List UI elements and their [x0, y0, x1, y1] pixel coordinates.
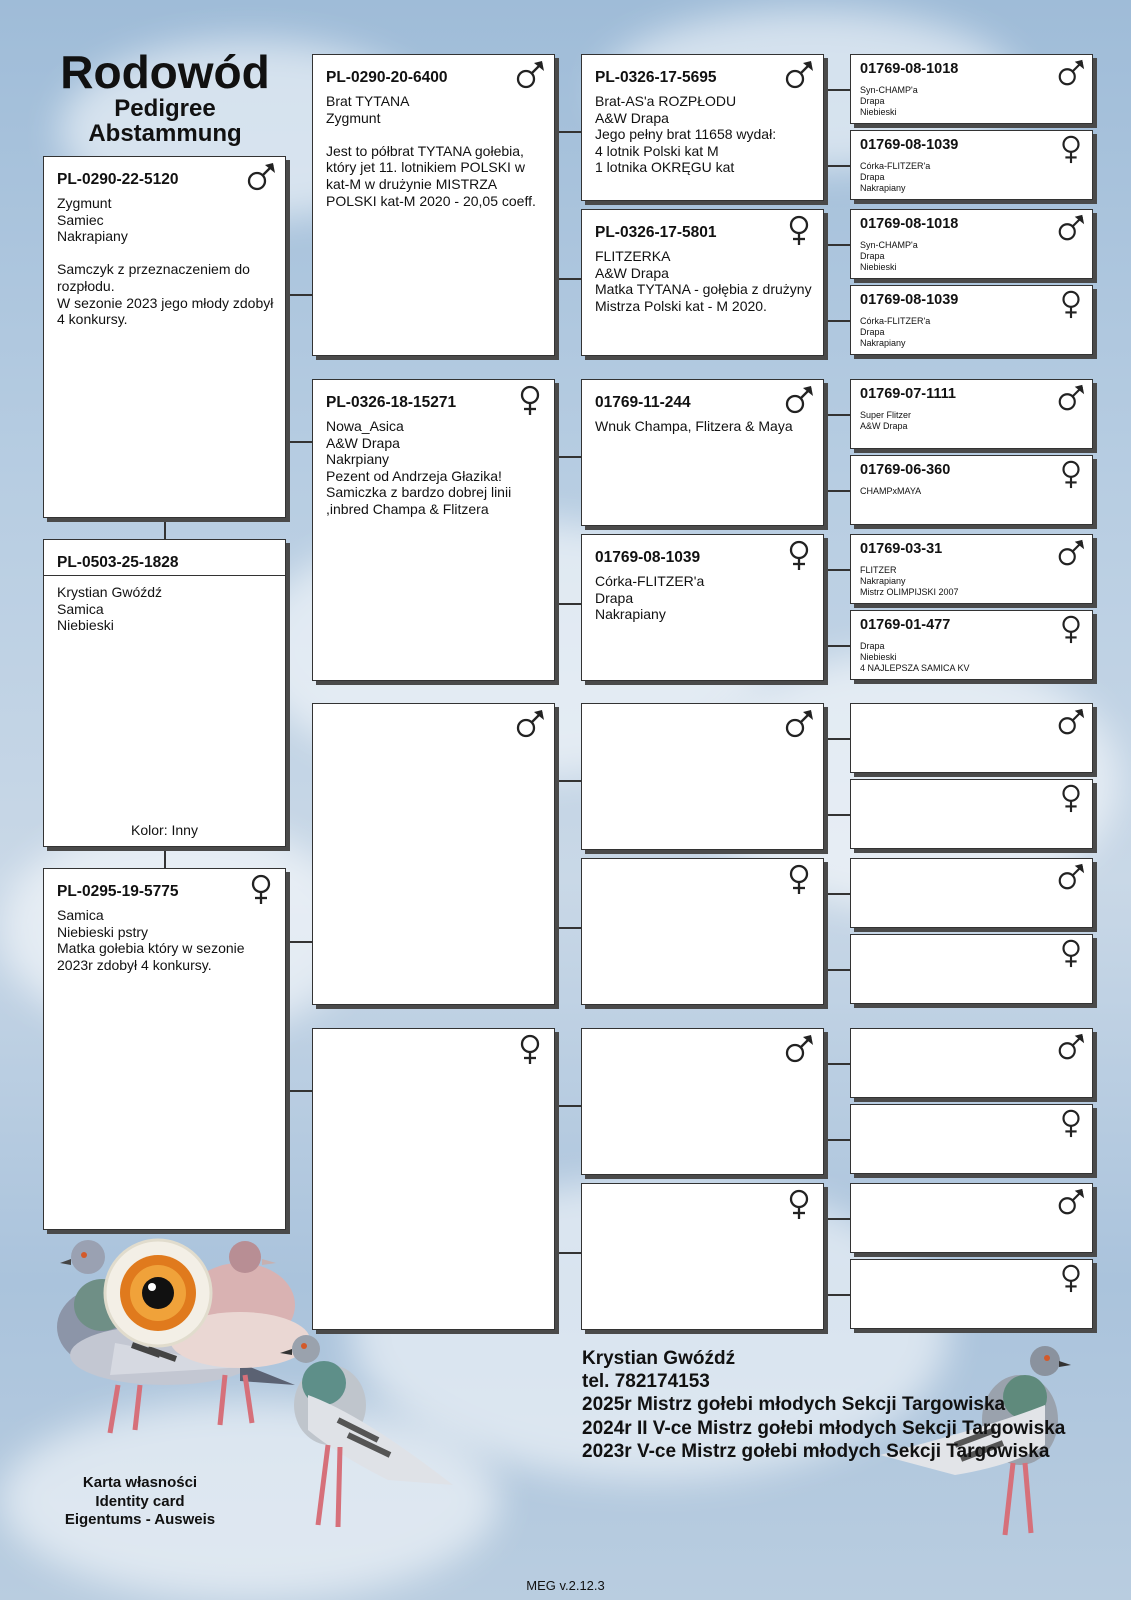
- grandparent-ring-number: PL-0326-17-5695: [595, 69, 717, 86]
- great-grandparent-card[interactable]: [850, 130, 1093, 200]
- connector-line: [824, 893, 850, 895]
- great-grandparent-description: FLITZER Nakrapiany Mistrz OLIMPIJSKI 2007: [860, 565, 959, 597]
- standing-pigeon-illustration: [268, 1335, 468, 1545]
- great-grandparent-description: Syn-CHAMP'a Drapa Niebieski: [860, 85, 918, 117]
- female-symbol-icon: [783, 214, 815, 246]
- male-symbol-icon: [783, 384, 815, 416]
- dam-ring-number: PL-0326-18-15271: [326, 394, 457, 411]
- female-symbol-icon: [1056, 783, 1086, 813]
- grandparent-ring-number: 01769-08-1039: [595, 549, 701, 566]
- female-symbol-icon: [1056, 289, 1086, 319]
- great-grandparent-ring-number: 01769-08-1039: [860, 137, 959, 153]
- granddam-card[interactable]: [581, 1183, 824, 1330]
- connector-line: [824, 1063, 850, 1065]
- connector-line: [824, 89, 850, 91]
- female-symbol-icon: [1056, 1108, 1086, 1138]
- owner-description: Krystian Gwóźdź Samica Niebieski: [57, 584, 163, 634]
- great-grandparent-ring-number: 01769-03-31: [860, 541, 943, 557]
- great-grandparent-ring-number: 01769-06-360: [860, 462, 951, 478]
- connector-line: [555, 1252, 581, 1254]
- grandsire-card[interactable]: [581, 703, 824, 850]
- connector-line: [286, 294, 312, 296]
- owner-ring-number: PL-0503-25-1828: [57, 554, 179, 571]
- connector-line: [555, 456, 581, 458]
- sire-card[interactable]: [312, 54, 555, 356]
- female-symbol-icon: [1056, 134, 1086, 164]
- grandparent-description: Brat-AS'a ROZPŁODU A&W Drapa Jego pełny brat 11658 wydał: 4 lotnik Polski kat M 1 lotnika OKRĘGU kat: [595, 93, 777, 176]
- female-symbol-icon: [1056, 1263, 1086, 1293]
- pedigree-subtitle-de: Abstammung: [88, 120, 242, 147]
- identity-card-de: Eigentums - Ausweis: [64, 1511, 216, 1528]
- connector-line: [824, 414, 850, 416]
- great-grandparent-card[interactable]: [850, 1183, 1093, 1253]
- connector-line: [824, 1218, 850, 1220]
- connector-line: [555, 603, 581, 605]
- dam-card[interactable]: [312, 379, 555, 681]
- female-symbol-icon: [783, 539, 815, 571]
- great-grandparent-description: Córka-FLITZER'a Drapa Nakrapiany: [860, 161, 931, 193]
- great-grandparent-card[interactable]: [850, 1259, 1093, 1329]
- male-symbol-icon: [1056, 58, 1086, 88]
- connector-line: [824, 969, 850, 971]
- male-symbol-icon: [514, 59, 546, 91]
- great-grandparent-card[interactable]: [850, 703, 1093, 773]
- owner-card-divider: [44, 575, 285, 576]
- great-grandparent-ring-number: 01769-01-477: [860, 617, 951, 633]
- identity-card-en: Identity card: [95, 1492, 185, 1510]
- female-symbol-icon: [514, 384, 546, 416]
- connector-line: [286, 1090, 312, 1092]
- great-grandparent-ring-number: 01769-08-1018: [860, 216, 959, 232]
- subject-ring-number: PL-0290-22-5120: [57, 171, 179, 188]
- great-grandparent-card[interactable]: [850, 285, 1093, 355]
- male-symbol-icon: [1056, 862, 1086, 892]
- female-symbol-icon: [1056, 614, 1086, 644]
- connector-line: [824, 1294, 850, 1296]
- male-symbol-icon: [1056, 1187, 1086, 1217]
- mate-dam-card[interactable]: [312, 1028, 555, 1330]
- sire-description: Brat TYTANA Zygmunt Jest to półbrat TYTANA gołebia, który jet 11. lotnikiem POLSKI w kat-M w drużynie MISTRZA POLSKI kat-M 2020 - 20,05 coeff.: [326, 93, 536, 209]
- granddam-card[interactable]: [581, 209, 824, 356]
- granddam-card[interactable]: [581, 858, 824, 1005]
- male-symbol-icon: [1056, 383, 1086, 413]
- great-grandparent-card[interactable]: [850, 934, 1093, 1004]
- connector-line: [824, 645, 850, 647]
- male-symbol-icon: [783, 708, 815, 740]
- mate-description: Samica Niebieski pstry Matka gołebia który w sezonie 2023r zdobył 4 konkursy.: [57, 907, 245, 973]
- grandparent-ring-number: 01769-11-244: [595, 394, 691, 411]
- male-symbol-icon: [514, 708, 546, 740]
- great-grandparent-description: CHAMPxMAYA: [860, 486, 922, 496]
- connector-line: [555, 1105, 581, 1107]
- connector-line: [555, 278, 581, 280]
- connector-line: [164, 518, 166, 539]
- great-grandparent-card[interactable]: [850, 858, 1093, 928]
- mate-card[interactable]: [43, 868, 286, 1230]
- owner-color-label: Kolor: Inny: [131, 822, 198, 838]
- great-grandparent-card[interactable]: [850, 610, 1093, 680]
- connector-line: [824, 320, 850, 322]
- grandsire-card[interactable]: [581, 379, 824, 526]
- granddam-card[interactable]: [581, 534, 824, 681]
- grandsire-card[interactable]: [581, 54, 824, 201]
- connector-line: [164, 847, 166, 868]
- connector-line: [555, 927, 581, 929]
- male-symbol-icon: [783, 1033, 815, 1065]
- great-grandparent-card[interactable]: [850, 379, 1093, 449]
- subject-description: Zygmunt Samiec Nakrapiany Samczyk z przeznaczeniem do rozpłodu. W sezonie 2023 jego młody zdobył 4 konkursy.: [57, 195, 274, 328]
- connector-line: [824, 244, 850, 246]
- grandparent-description: Córka-FLITZER'a Drapa Nakrapiany: [595, 573, 705, 623]
- great-grandparent-description: Super Flitzer A&W Drapa: [860, 410, 912, 431]
- connector-line: [824, 738, 850, 740]
- great-grandparent-card[interactable]: [850, 1104, 1093, 1174]
- connector-line: [824, 814, 850, 816]
- subject-card[interactable]: [43, 156, 286, 518]
- great-grandparent-card[interactable]: [850, 534, 1093, 604]
- pedigree-subtitle-en: Pedigree: [114, 95, 216, 122]
- male-symbol-icon: [1056, 538, 1086, 568]
- great-grandparent-card[interactable]: [850, 455, 1093, 525]
- great-grandparent-description: Drapa Niebieski 4 NAJLEPSZA SAMICA KV: [860, 641, 970, 673]
- male-symbol-icon: [245, 161, 277, 193]
- mate-ring-number: PL-0295-19-5775: [57, 883, 179, 900]
- connector-line: [824, 569, 850, 571]
- connector-line: [555, 131, 581, 133]
- great-grandparent-description: Syn-CHAMP'a Drapa Niebieski: [860, 240, 918, 272]
- identity-card-label: [40, 1474, 240, 1530]
- great-grandparent-ring-number: 01769-07-1111: [860, 386, 956, 402]
- male-symbol-icon: [1056, 213, 1086, 243]
- grandsire-card[interactable]: [581, 1028, 824, 1175]
- female-symbol-icon: [1056, 938, 1086, 968]
- great-grandparent-ring-number: 01769-08-1018: [860, 61, 959, 77]
- female-symbol-icon: [783, 863, 815, 895]
- owner-card[interactable]: [43, 539, 286, 847]
- connector-line: [286, 441, 312, 443]
- great-grandparent-card[interactable]: [850, 1028, 1093, 1098]
- female-symbol-icon: [783, 1188, 815, 1220]
- mate-sire-card[interactable]: [312, 703, 555, 1005]
- great-grandparent-card[interactable]: [850, 209, 1093, 279]
- connector-line: [824, 490, 850, 492]
- sire-ring-number: PL-0290-20-6400: [326, 69, 448, 86]
- grandparent-description: Wnuk Champa, Flitzera & Maya: [595, 418, 793, 434]
- connector-line: [824, 165, 850, 167]
- pedigree-title: Rodowód: [60, 46, 270, 98]
- connector-line: [555, 780, 581, 782]
- connector-line: [824, 1139, 850, 1141]
- male-symbol-icon: [1056, 707, 1086, 737]
- grandparent-ring-number: PL-0326-17-5801: [595, 224, 717, 241]
- male-symbol-icon: [783, 59, 815, 91]
- female-symbol-icon: [245, 873, 277, 905]
- great-grandparent-card[interactable]: [850, 779, 1093, 849]
- great-grandparent-ring-number: 01769-08-1039: [860, 292, 959, 308]
- female-symbol-icon: [1056, 459, 1086, 489]
- dam-description: Nowa_Asica A&W Drapa Nakrpiany Pezent od Andrzeja Głazika! Samiczka z bardzo dobrej linii ,inbred Champa & Flitzera: [326, 418, 512, 517]
- great-grandparent-card[interactable]: [850, 54, 1093, 124]
- grandparent-description: FLITZERKA A&W Drapa Matka TYTANA - gołębia z drużyny Mistrza Polski kat - M 2020.: [595, 248, 812, 314]
- connector-line: [286, 941, 312, 943]
- female-symbol-icon: [514, 1033, 546, 1065]
- software-version: MEG v.2.12.3: [526, 1578, 605, 1593]
- identity-card-pl: Karta własności: [82, 1474, 198, 1491]
- great-grandparent-description: Córka-FLITZER'a Drapa Nakrapiany: [860, 316, 931, 348]
- male-symbol-icon: [1056, 1032, 1086, 1062]
- breeder-info: Krystian Gwóźdź tel. 782174153 2025r Mistrz gołebi młodych Sekcji Targowiska 2024r II V-ce Mistrz gołebi młodych Sekcji Targowiska 2023r V-ce Mistrz gołebi młodych Sekcji Targowiska: [582, 1348, 1066, 1462]
